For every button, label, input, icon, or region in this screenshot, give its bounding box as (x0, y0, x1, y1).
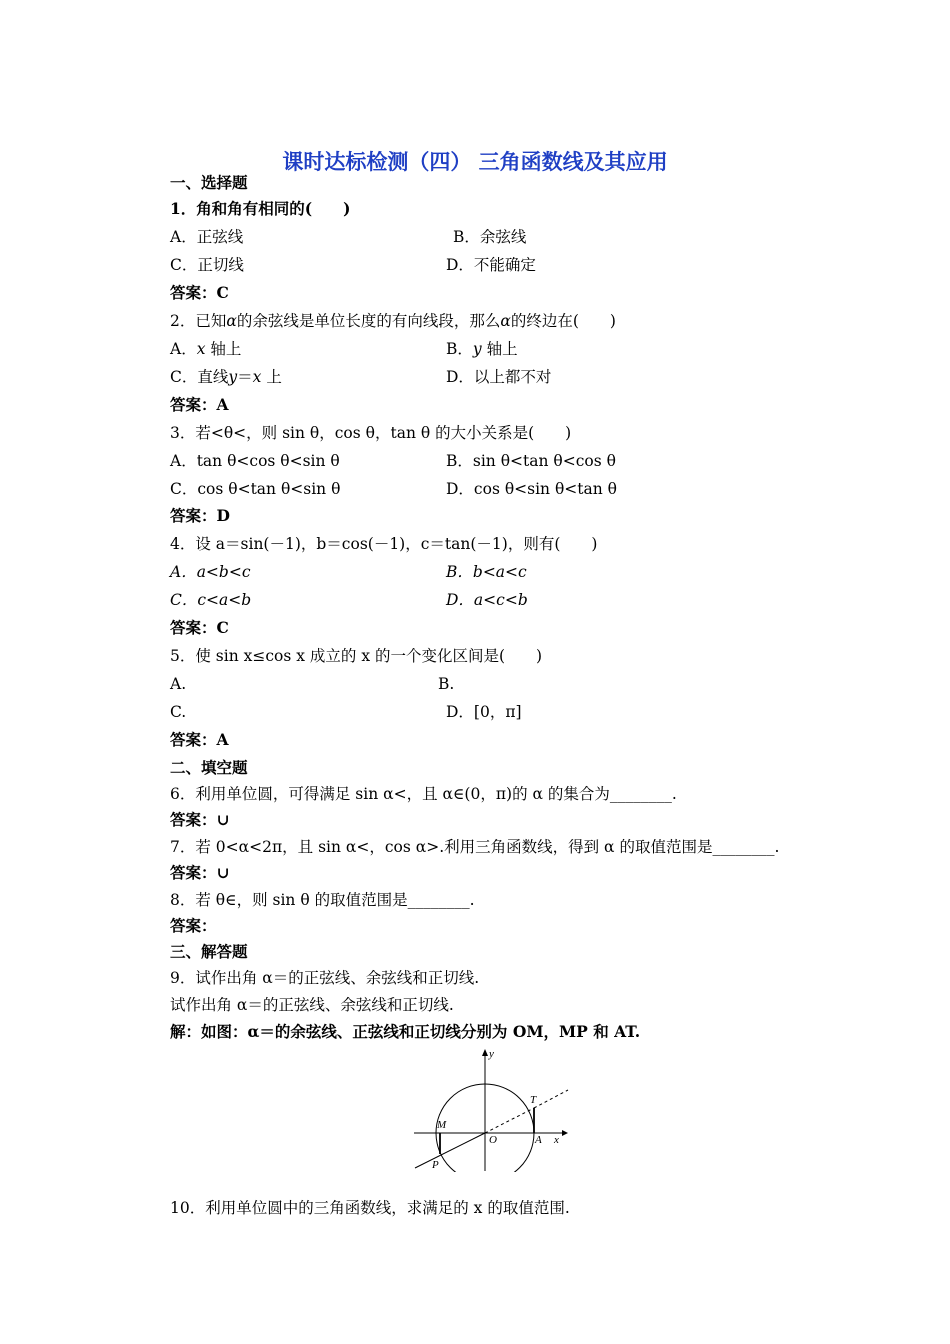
q4-option-a: A．a<b<c (170, 563, 251, 581)
question-4: 4．设 a＝sin(－1)，b＝cos(－1)，c＝tan(－1)，则有( ) (170, 535, 598, 553)
q1-option-a: A．正弦线 (170, 228, 244, 246)
question-7: 7．若 0<α<2π，且 sin α<，cos α>.利用三角函数线，得到 α 的取值范围是________. (170, 838, 780, 856)
question-9-repeat: 试作出角 α＝的正弦线、余弦线和正切线. (170, 996, 454, 1014)
q3-option-d: D．cos θ<sin θ<tan θ (446, 480, 617, 498)
question-6: 6．利用单位圆，可得满足 sin α<，且 α∈(0，π)的 α 的集合为________. (170, 785, 677, 803)
q4-answer: 答案：C (170, 618, 229, 637)
section-choice: 一、选择题 (170, 173, 248, 192)
q5-answer: 答案：A (170, 730, 229, 749)
q6-answer: 答案：∪ (170, 810, 230, 829)
fig-label-a: A (535, 1134, 542, 1146)
fig-label-m: M (437, 1119, 447, 1131)
q1-option-d: D．不能确定 (446, 256, 536, 274)
q7-answer: 答案：∪ (170, 863, 230, 882)
section-solve: 三、解答题 (170, 942, 248, 961)
question-5: 5．使 sin x≤cos x 成立的 x 的一个变化区间是( ) (170, 647, 543, 665)
fig-label-o: O (489, 1134, 497, 1146)
q4-option-c: C．c<a<b (170, 591, 252, 609)
section-fill: 二、填空题 (170, 758, 248, 777)
q5-option-a: A. (170, 675, 187, 693)
fig-label-y: y (489, 1048, 494, 1060)
q4-option-b: B．b<a<c (446, 563, 527, 581)
q2-option-c: C．直线y＝x 上 (170, 368, 282, 386)
fig-label-x: x (554, 1134, 559, 1146)
question-8: 8．若 θ∈，则 sin θ 的取值范围是________. (170, 891, 475, 909)
q8-answer: 答案： (170, 916, 217, 935)
q9-solution: 解：如图：α＝的余弦线、正弦线和正切线分别为 OM，MP 和 AT. (170, 1022, 641, 1041)
q3-option-c: C．cos θ<tan θ<sin θ (170, 480, 341, 498)
page-title: 课时达标检测（四） 三角函数线及其应用 (282, 149, 668, 174)
q2-option-d: D．以上都不对 (446, 368, 552, 386)
fig-label-p: P (432, 1159, 439, 1171)
q2-option-b: B．y 轴上 (446, 340, 518, 358)
q4-option-d: D．a<c<b (446, 591, 528, 609)
question-2: 2．已知α的余弦线是单位长度的有向线段，那么α的终边在( ) (170, 312, 616, 330)
q3-answer: 答案：D (170, 506, 230, 525)
q5-option-b: B. (438, 675, 455, 693)
q5-option-c: C. (170, 703, 187, 721)
q2-option-a: A．x 轴上 (170, 340, 242, 358)
unit-circle-figure (412, 1047, 572, 1172)
q3-option-a: A．tan θ<cos θ<sin θ (170, 452, 340, 470)
q5-option-d: D．[0，π] (446, 703, 522, 721)
q1-option-c: C．正切线 (170, 256, 244, 274)
fig-label-t: T (530, 1094, 537, 1106)
q2-answer: 答案：A (170, 395, 229, 414)
question-3: 3．若<θ<，则 sin θ，cos θ，tan θ 的大小关系是( ) (170, 424, 572, 442)
question-9: 9．试作出角 α＝的正弦线、余弦线和正切线. (170, 969, 480, 987)
q1-answer: 答案：C (170, 283, 229, 302)
q3-option-b: B．sin θ<tan θ<cos θ (446, 452, 616, 470)
question-1: 1．角和角有相同的( ) (170, 199, 351, 218)
q1-option-b: B．余弦线 (453, 228, 527, 246)
question-10: 10．利用单位圆中的三角函数线，求满足的 x 的取值范围. (170, 1199, 570, 1217)
